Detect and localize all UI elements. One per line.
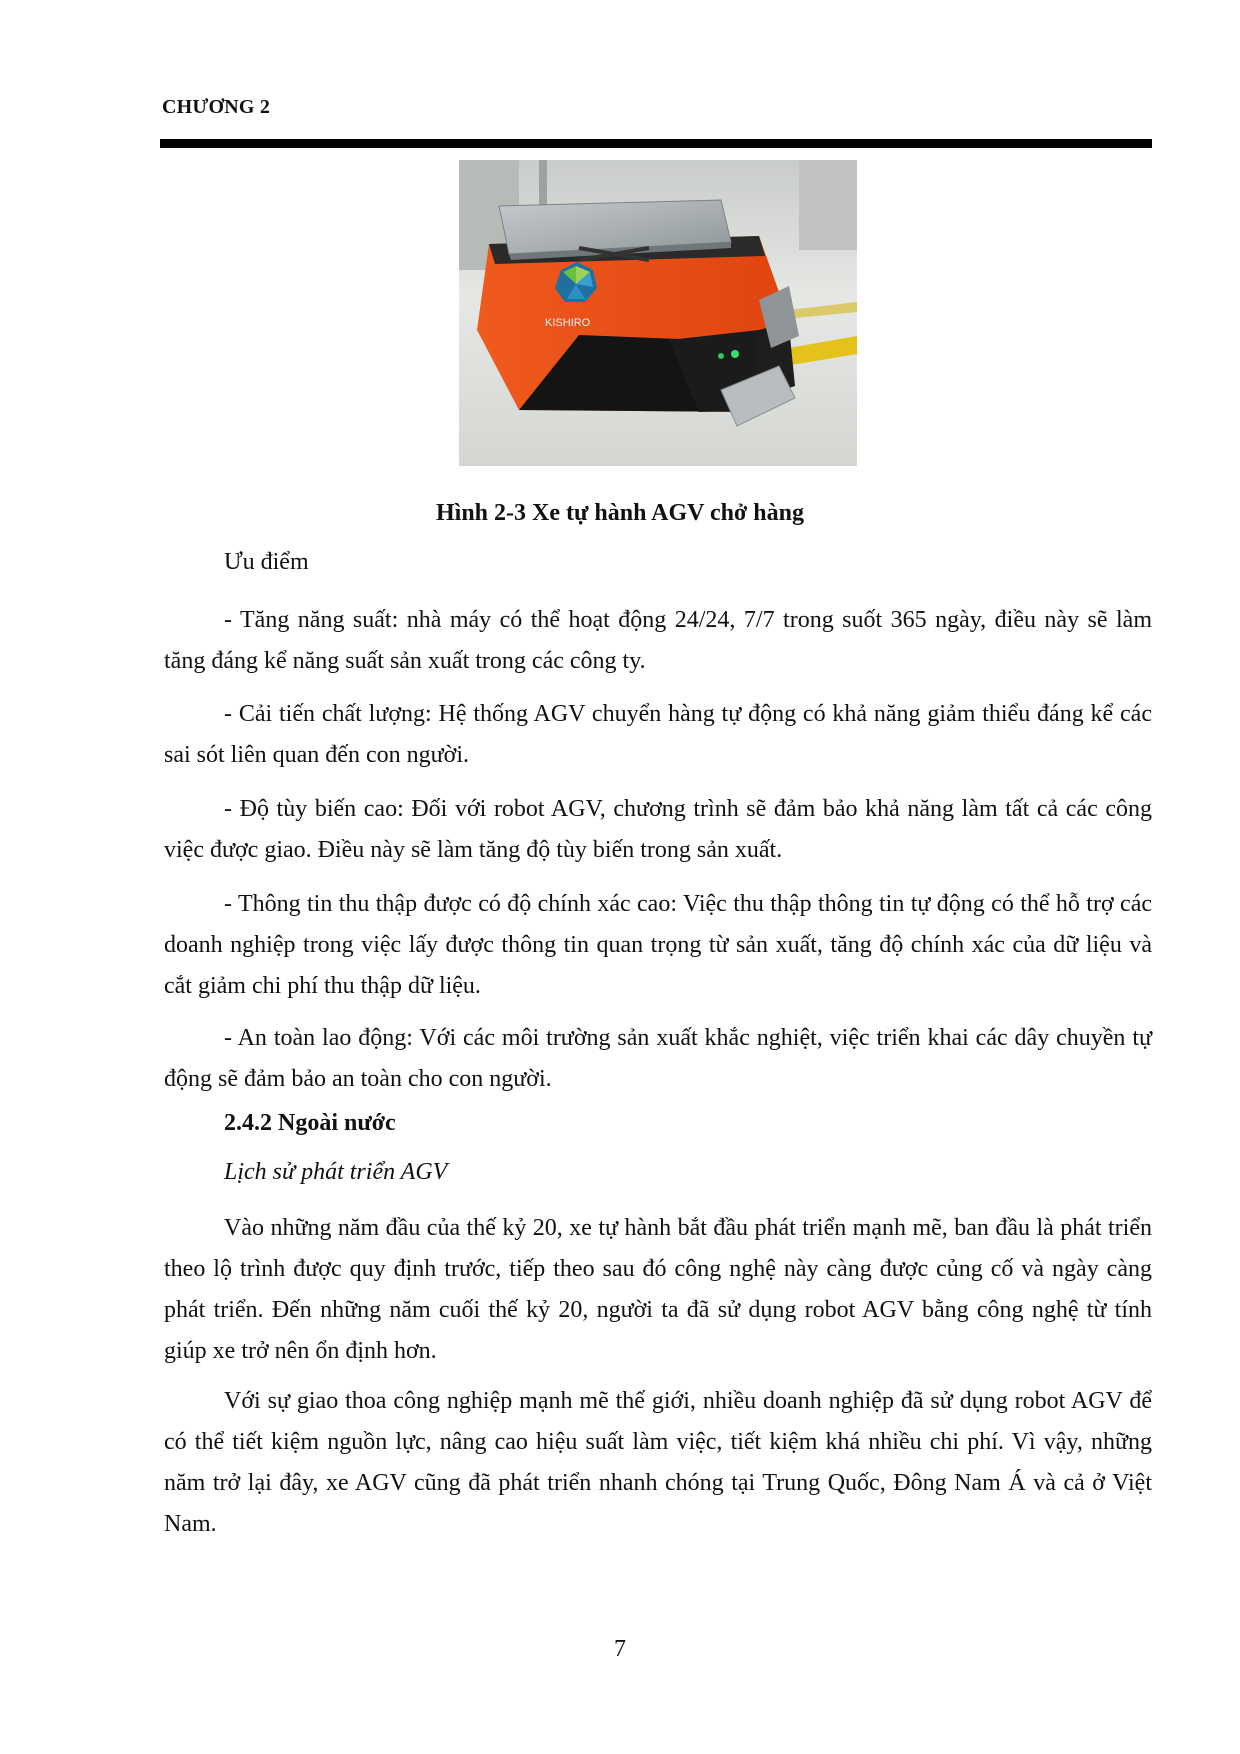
advantage-text: - Thông tin thu thập được có độ chính xác cao: Việc thu thập thông tin tự động có thể hỗ trợ các doanh nghiệp trong việc lấy được thông tin quan trọng từ sản xuất, tăng độ chính xác của dữ liệu và cắt giảm chi phí thu thập dữ liệu. [164, 891, 1152, 999]
section-subheading: Lịch sử phát triển AGV [224, 1159, 448, 1185]
agv-illustration [459, 160, 857, 466]
header-rule [160, 139, 1152, 148]
svg-text:KISHIRO: KISHIRO [545, 317, 591, 329]
history-paragraph-2 [164, 1381, 1152, 1545]
advantage-item-1 [164, 600, 1152, 682]
paragraph-text: Với sự giao thoa công nghiệp mạnh mẽ thế giới, nhiều doanh nghiệp đã sử dụng robot AGV để có thể tiết kiệm nguồn lực, nâng cao hiệu suất làm việc, tiết kiệm khá nhiều chi phí. Vì vậy, những năm trở lại đây, xe AGV cũng đã phát triển nhanh chóng tại Trung Quốc, Đông Nam Á và cả ở Việt Nam. [164, 1388, 1152, 1537]
advantage-text: - An toàn lao động: Với các môi trường sản xuất khắc nghiệt, việc triển khai các dây chuyền tự động sẽ đảm bảo an toàn cho con người. [164, 1025, 1152, 1092]
agv-photo [459, 160, 857, 466]
figure-caption: Hình 2-3 Xe tự hành AGV chở hàng [435, 500, 804, 526]
advantage-item-2 [164, 694, 1152, 776]
advantage-text: - Tăng năng suất: nhà máy có thể hoạt động 24/24, 7/7 trong suốt 365 ngày, điều này sẽ làm tăng đáng kể năng suất sản xuất trong các công ty. [164, 607, 1152, 674]
paragraph-text: Vào những năm đầu của thế kỷ 20, xe tự hành bắt đầu phát triển mạnh mẽ, ban đầu là phát triển theo lộ trình được quy định trước, tiếp theo sau đó công nghệ này càng được củng cố và ngày càng phát triển. Đến những năm cuối thế kỷ 20, người ta đã sử dụng robot AGV bằng công nghệ từ tính giúp xe trở nên ổn định hơn. [164, 1215, 1152, 1364]
section-heading: 2.4.2 Ngoài nước [224, 1110, 396, 1136]
advantages-title: Ưu điểm [224, 549, 309, 575]
advantage-item-4 [164, 884, 1152, 1007]
advantage-item-5 [164, 1018, 1152, 1100]
advantage-text: - Cải tiến chất lượng: Hệ thống AGV chuyển hàng tự động có khả năng giảm thiểu đáng kể các sai sót liên quan đến con người. [164, 701, 1152, 768]
advantage-item-3 [164, 789, 1152, 871]
chapter-header: CHƯƠNG 2 [162, 96, 271, 118]
page-number: 7 [614, 1636, 626, 1662]
history-paragraph-1 [164, 1208, 1152, 1372]
advantage-text: - Độ tùy biến cao: Đối với robot AGV, chương trình sẽ đảm bảo khả năng làm tất cả các công việc được giao. Điều này sẽ làm tăng độ tùy biến trong sản xuất. [164, 796, 1152, 863]
